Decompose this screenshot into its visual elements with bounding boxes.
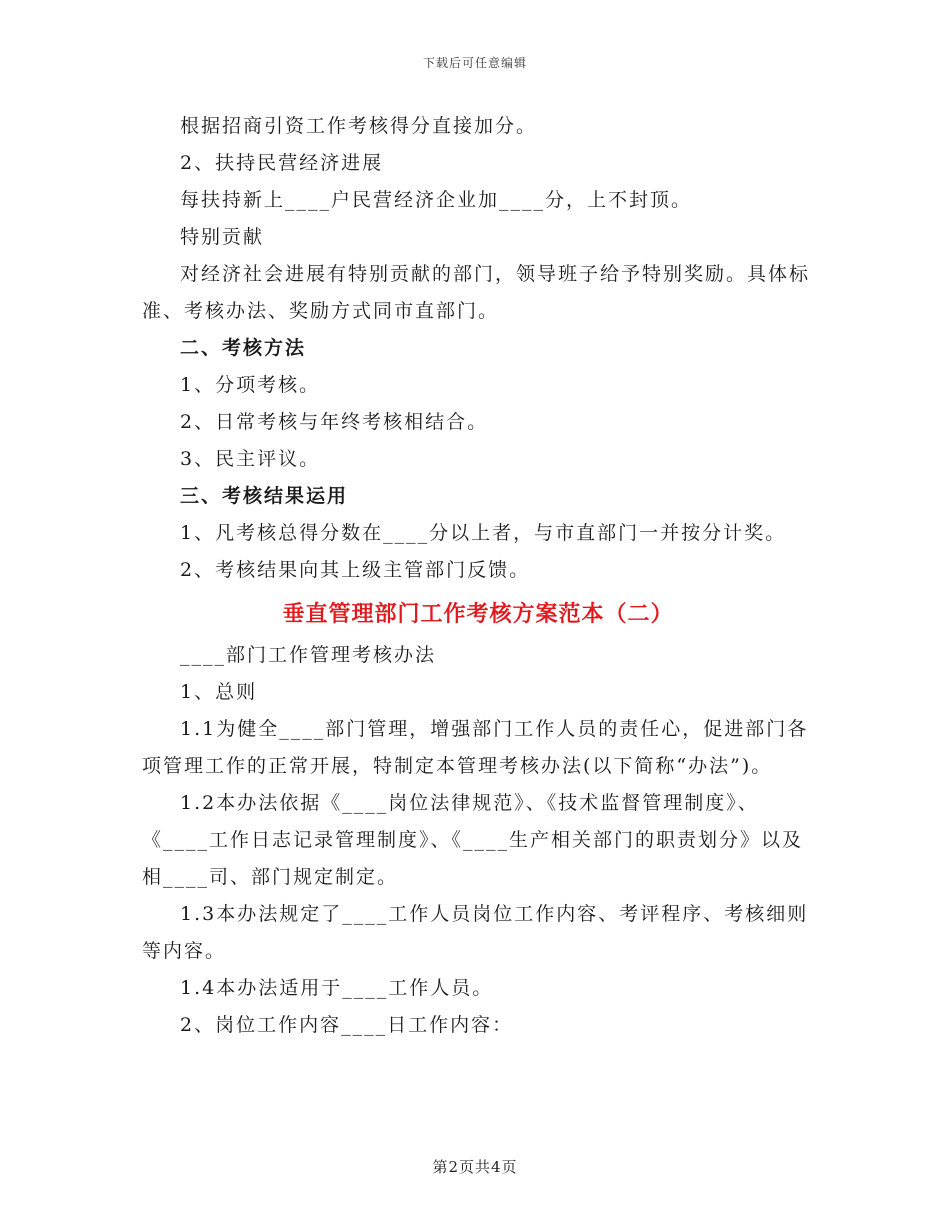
section-heading: 二、考核方法 bbox=[180, 337, 307, 359]
paragraph: 1.2本办法依据《____岗位法律规范》、《技术监督管理制度》、《____工作日志记录管理制度》、《____生产相关部门的职责划分》以及相____司、部门规定制定。 bbox=[142, 792, 804, 888]
paragraph: 1.1为健全____部门管理，增强部门工作人员的责任心，促进部门各项管理工作的正常开展，特制定本管理考核办法(以下简称“办法”)。 bbox=[142, 718, 809, 777]
paragraph: 2、岗位工作内容____日工作内容： bbox=[180, 1014, 514, 1036]
paragraph: 1.3本办法规定了____工作人员岗位工作内容、考评程序、考核细则等内容。 bbox=[142, 903, 809, 962]
paragraph: ____部门工作管理考核办法 bbox=[180, 644, 437, 666]
paragraph: 根据招商引资工作考核得分直接加分。 bbox=[180, 115, 538, 137]
document-title: 垂直管理部门工作考核方案范本（二） bbox=[282, 601, 674, 627]
paragraph: 对经济社会进展有特别贡献的部门，领导班子给予特别奖励。具体标准、考核办法、奖励方式同市直部门。 bbox=[142, 263, 811, 322]
paragraph: 每扶持新上____户民营经济企业加____分，上不封顶。 bbox=[180, 189, 693, 211]
paragraph: 2、日常考核与年终考核相结合。 bbox=[180, 411, 489, 433]
paragraph: 特别贡献 bbox=[180, 226, 265, 248]
paragraph: 1、总则 bbox=[180, 681, 258, 703]
paragraph: 1、分项考核。 bbox=[180, 374, 321, 396]
section-heading: 三、考核结果运用 bbox=[180, 485, 349, 507]
document-body bbox=[142, 108, 814, 1044]
header-note: 下载后可任意编辑 bbox=[422, 56, 527, 70]
paragraph: 3、民主评议。 bbox=[180, 448, 321, 470]
page-number: 第2页共4页 bbox=[432, 1158, 518, 1176]
paragraph: 2、扶持民营经济进展 bbox=[180, 152, 384, 174]
paragraph: 1.4本办法适用于____工作人员。 bbox=[180, 977, 494, 999]
paragraph: 1、凡考核总得分数在____分以上者，与市直部门一并按分计奖。 bbox=[180, 522, 787, 544]
paragraph: 2、考核结果向其上级主管部门反馈。 bbox=[180, 559, 531, 581]
